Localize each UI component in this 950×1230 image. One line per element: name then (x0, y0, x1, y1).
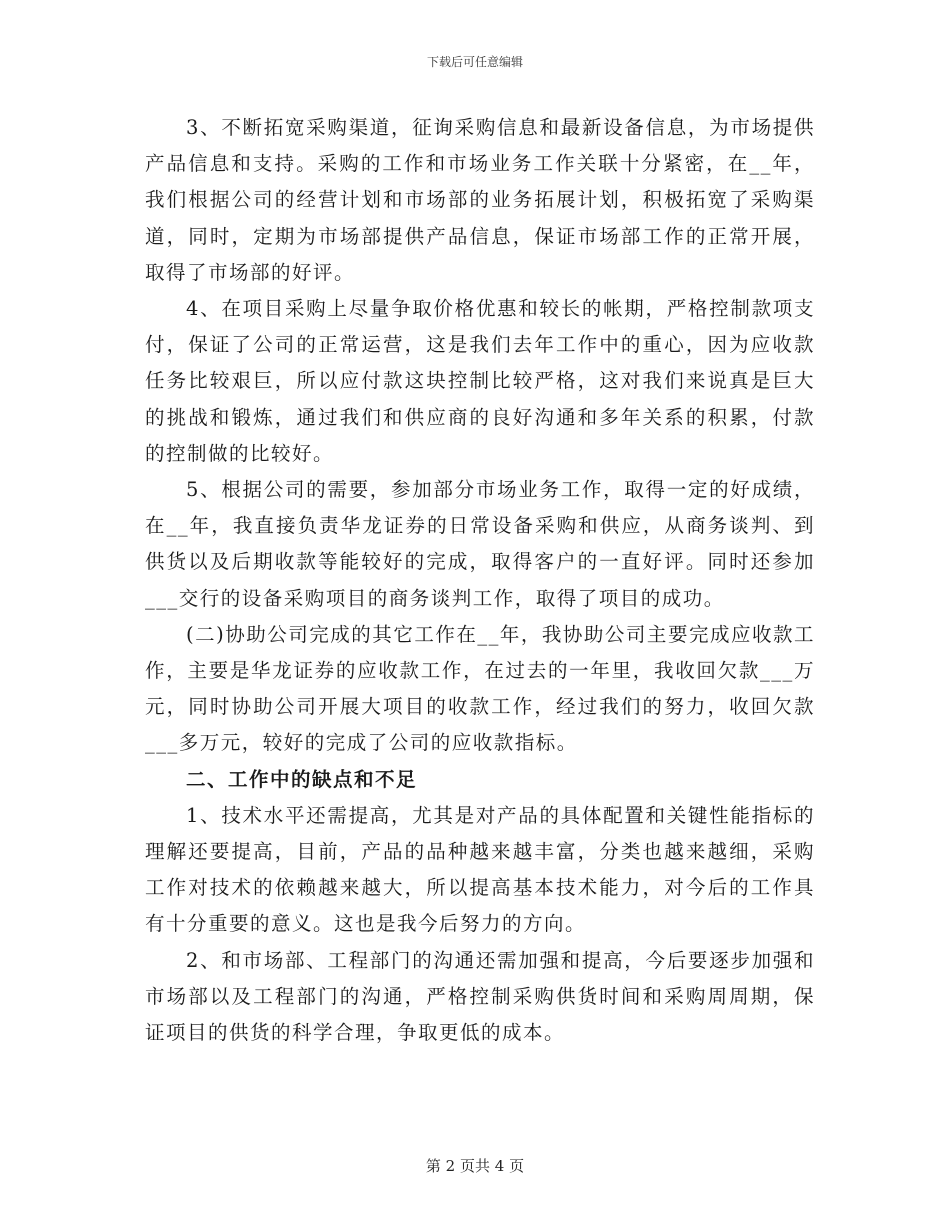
paragraph-shortcoming-1: 1、技术水平还需提高，尤其是对产品的具体配置和关键性能指标的理解还要提高，目前，产品的品种越来越丰富，分类也越来越细，采购工作对技术的依赖越来越大，所以提高基本技术能力，对今后的工作具有十分重要的意义。这也是我今后努力的方向。 (145, 803, 815, 936)
paragraph-item-4: 4、在项目采购上尽量争取价格优惠和较长的帐期，严格控制款项支付，保证了公司的正常运营，这是我们去年工作中的重心，因为应收款任务比较艰巨，所以应付款这块控制比较严格，这对我们来说真是巨大的挑战和锻炼，通过我们和供应商的良好沟通和多年关系的积累，付款的控制做的比较好。 (145, 297, 815, 465)
document-body (145, 110, 815, 1051)
page-header-note: 下载后可任意编辑 (426, 55, 523, 69)
section-heading-shortcomings: 二、工作中的缺点和不足 (186, 767, 418, 791)
paragraph-other-work: (二)协助公司完成的其它工作在__年，我协助公司主要完成应收款工作，主要是华龙证券的应收款工作，在过去的一年里，我收回欠款___万元，同时协助公司开展大项目的收款工作，经过我们的努力，收回欠款___多万元，较好的完成了公司的应收款指标。 (145, 622, 815, 755)
paragraph-shortcoming-2: 2、和市场部、工程部门的沟通还需加强和提高，今后要逐步加强和市场部以及工程部门的沟通，严格控制采购供货时间和采购周周期，保证项目的供货的科学合理，争取更低的成本。 (145, 948, 815, 1045)
page-number-footer: 第 2 页共 4 页 (425, 1157, 525, 1175)
paragraph-item-3: 3、不断拓宽采购渠道，征询采购信息和最新设备信息，为市场提供产品信息和支持。采购的工作和市场业务工作关联十分紧密，在__年，我们根据公司的经营计划和市场部的业务拓展计划，积极拓宽了采购渠道，同时，定期为市场部提供产品信息，保证市场部工作的正常开展，取得了市场部的好评。 (145, 116, 815, 284)
paragraph-item-5: 5、根据公司的需要，参加部分市场业务工作，取得一定的好成绩，在__年，我直接负责华龙证券的日常设备采购和供应，从商务谈判、到供货以及后期收款等能较好的完成，取得客户的一直好评。同时还参加___交行的设备采购项目的商务谈判工作，取得了项目的成功。 (145, 478, 815, 610)
